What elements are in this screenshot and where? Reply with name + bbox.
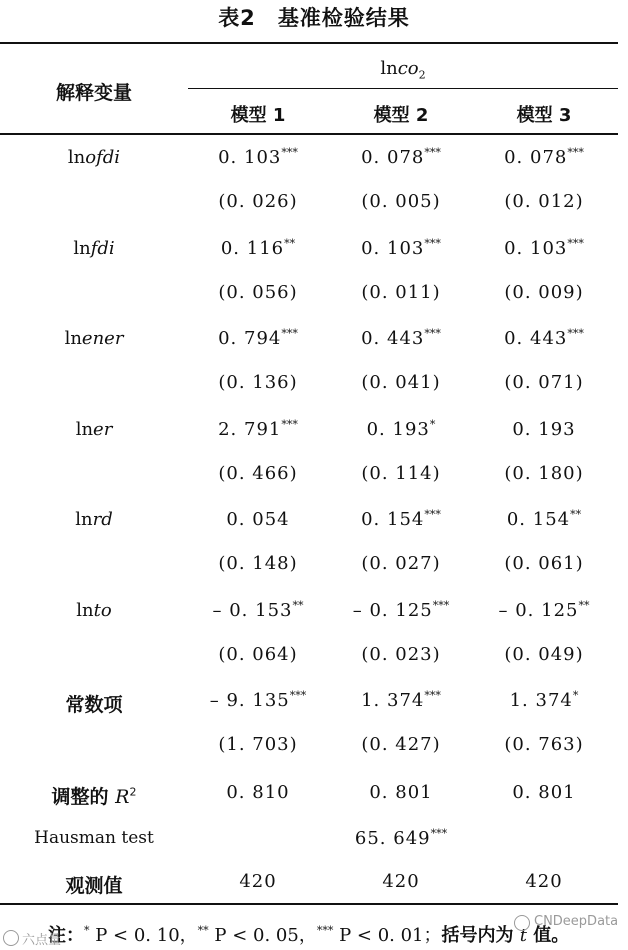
standard-error-cell: (0. 026) — [218, 191, 298, 212]
table-number: 表2 — [218, 6, 256, 30]
variable-label: lnrd — [75, 509, 113, 530]
variable-label: 常数项 — [65, 694, 123, 716]
observations-label: 观测值 — [65, 875, 123, 897]
r2-value-3: 0. 801 — [512, 782, 576, 803]
r2-value-2: 0. 801 — [369, 782, 433, 803]
wechat-icon — [514, 915, 530, 931]
variable-label: lnofdi — [67, 147, 121, 168]
standard-error-cell: (0. 049) — [504, 643, 584, 665]
dependent-variable-header: lnco$_2$ — [380, 58, 426, 82]
variable-label: lnfdi — [73, 237, 115, 259]
coefficient-cell: 0. 103*** — [218, 146, 298, 168]
model-3-header: 模型 3 — [516, 105, 572, 126]
top-rule — [0, 42, 618, 44]
standard-error-cell: (0. 064) — [218, 643, 298, 665]
coefficient-cell: – 0. 125*** — [352, 598, 450, 621]
standard-error-cell: (0. 027) — [361, 553, 441, 574]
model-2-header: 模型 2 — [373, 105, 429, 126]
variable-label: lnener — [64, 328, 124, 349]
standard-error-cell: (0. 009) — [504, 281, 584, 303]
table-note: 注：* P < 0. 10，** P < 0. 05，*** P < 0. 01；括号内为 t 值。 — [48, 924, 570, 946]
coefficient-cell: 1. 374* — [509, 689, 579, 711]
coefficient-cell: 0. 794*** — [218, 327, 298, 349]
hausman-label: Hausman test — [34, 828, 154, 848]
standard-error-cell: (0. 136) — [218, 372, 298, 393]
table-title-text: 基准检验结果 — [277, 6, 410, 30]
standard-error-cell: (0. 466) — [218, 462, 298, 484]
watermark-left: 六点量 — [22, 933, 62, 948]
coefficient-cell: 0. 078*** — [361, 146, 441, 168]
r2-value-1: 0. 810 — [226, 782, 290, 803]
variable-label: lnto — [76, 599, 112, 621]
observations-value-2: 420 — [382, 871, 420, 892]
standard-error-cell: (0. 061) — [504, 553, 584, 574]
watermark-right: CNDeepData — [534, 914, 619, 929]
model-1-header: 模型 1 — [230, 105, 286, 126]
standard-error-cell: (0. 148) — [218, 553, 298, 574]
table-title — [0, 2, 628, 32]
coefficient-cell: 0. 116** — [220, 236, 296, 259]
standard-error-cell: (0. 023) — [361, 643, 441, 665]
coefficient-cell: 0. 154*** — [361, 508, 441, 530]
coefficient-cell: 0. 443*** — [361, 327, 441, 349]
standard-error-cell: (0. 180) — [504, 462, 584, 484]
coefficient-cell: 0. 154** — [506, 508, 582, 530]
coefficient-cell: 0. 103*** — [504, 236, 584, 259]
coefficient-cell: 0. 054 — [226, 509, 290, 530]
standard-error-cell: (0. 011) — [361, 281, 441, 303]
coefficient-cell: 2. 791*** — [218, 417, 298, 440]
observations-value-3: 420 — [525, 871, 563, 892]
variable-label: lner — [75, 418, 113, 440]
explanatory-variable-header: 解释变量 — [55, 82, 132, 104]
coefficient-cell: – 0. 153** — [212, 598, 304, 621]
watermark-left-icon — [3, 930, 19, 946]
header-rule — [0, 133, 618, 135]
coefficient-cell: 0. 443*** — [504, 327, 584, 349]
coefficient-cell: – 0. 125** — [498, 598, 590, 621]
coefficient-cell: 0. 193 — [512, 418, 576, 440]
hausman-value: 65. 649*** — [354, 827, 448, 849]
coefficient-cell: 0. 103*** — [361, 236, 441, 259]
coefficient-cell: – 9. 135*** — [209, 689, 307, 711]
standard-error-cell: (0. 114) — [361, 462, 441, 484]
standard-error-cell: (0. 427) — [361, 734, 441, 755]
coefficient-cell: 0. 078*** — [504, 146, 584, 168]
observations-value-1: 420 — [239, 871, 277, 892]
standard-error-cell: (0. 056) — [218, 281, 298, 303]
r2-label: 调整的 $R^2$ — [51, 785, 137, 808]
standard-error-cell: (0. 071) — [504, 372, 584, 393]
standard-error-cell: (0. 763) — [504, 734, 584, 755]
standard-error-cell: (0. 041) — [361, 372, 441, 393]
standard-error-cell: (0. 012) — [504, 191, 584, 212]
bottom-rule — [0, 903, 618, 905]
standard-error-cell: (1. 703) — [218, 734, 298, 755]
dep-var-rule — [188, 88, 618, 89]
standard-error-cell: (0. 005) — [361, 191, 441, 212]
coefficient-cell: 1. 374*** — [361, 689, 441, 711]
coefficient-cell: 0. 193* — [366, 417, 436, 440]
